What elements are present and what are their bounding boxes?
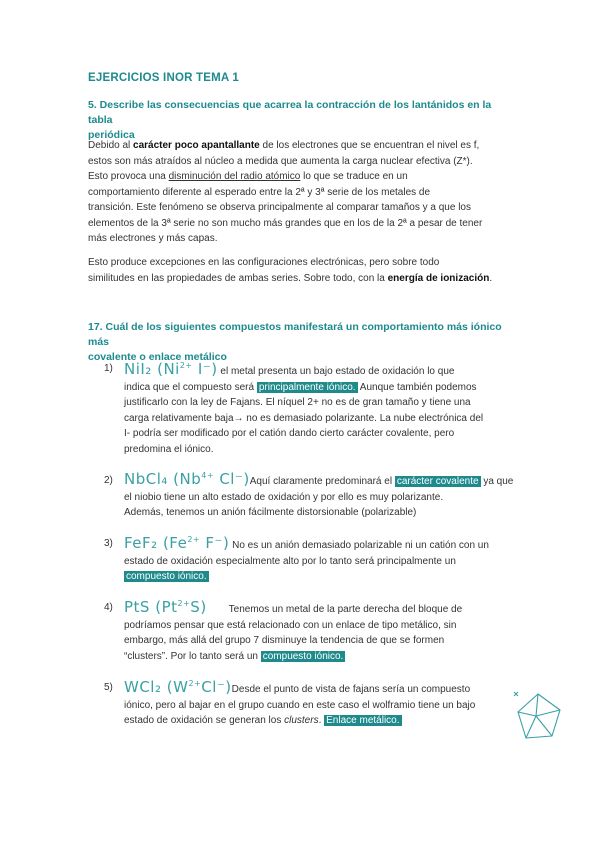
question-5-paragraph-1 [88, 138, 520, 247]
crystal-doodle-icon [512, 688, 566, 744]
text: Desde el punto de vista de fajans sería un compuesto [231, 684, 471, 695]
item-number: 3) [104, 538, 113, 549]
highlighted-answer: compuesto iónico. [262, 650, 344, 662]
question-17-heading-line2: covalente o enlace metálico [88, 351, 227, 363]
bold-term: energía de ionización [387, 272, 490, 284]
text: Esto provoca una [88, 171, 169, 182]
handwritten-formula: WCl₂ $(W^{2+}Cl^-)$ [124, 678, 232, 696]
text: estado de oxidación se generan los [124, 715, 285, 726]
question-5-paragraph-2 [88, 255, 520, 286]
item-number: 2) [104, 475, 113, 486]
text: Tenemos un metal de la parte derecha del bloque de [228, 604, 463, 615]
question-17-heading-line1: 17. Cuál de los siguientes compuestos manifestará un comportamiento más iónico más [88, 321, 502, 348]
list-item [88, 676, 520, 729]
text-line: estado de oxidación especialmente alto por lo tanto será principalmente un [124, 555, 456, 567]
item-number: 1) [104, 363, 113, 374]
text-line: predomina el iónico. [124, 443, 214, 455]
text-line: más electrones y más capas. [88, 233, 218, 244]
text-line: podríamos pensar que está relacionado con un enlace de tipo metálico, sin [124, 619, 457, 631]
item-number: 5) [104, 682, 113, 693]
text-line: Esto produce excepciones en las configuraciones electrónicas, pero sobre todo [88, 257, 440, 268]
text: Debido al [88, 140, 134, 151]
text: No es un anión demasiado polarizable ni un catión con un [229, 540, 489, 551]
text: ya que [480, 476, 514, 487]
text-line: Además, tenemos un anión fácilmente distorsionable (polarizable) [124, 507, 417, 518]
text-line: carga relativamente baja→ no es demasiado polarizante. La nube electrónica del [124, 412, 484, 424]
list-item [88, 532, 520, 585]
text: de los electrones que se encuentran el nivel es f, [259, 140, 480, 151]
text: Aquí claramente predominará el [249, 476, 395, 487]
text-line: iónico, pero al bajar en el grupo cuando en este caso el wolframio tiene un bajo [124, 699, 476, 711]
underlined-term: disminución del radio atómico [168, 171, 301, 182]
text-line: justificarlo con la ley de Fajans. El níquel 2+ no es de gran tamaño y tiene una [124, 397, 471, 408]
text: similitudes en las propiedades de ambas series. Sobre todo, con la [88, 272, 388, 284]
text: . [318, 715, 325, 726]
text-line: el niobio tiene un alto estado de oxidación y por ello es muy polarizante. [124, 491, 444, 503]
text: . [489, 272, 493, 284]
text: lo que se traduce en un [300, 171, 408, 182]
text-line: elementos de la 3ª serie no son mucho más grandes que en los de la 2ª a pesar de tener [88, 217, 483, 229]
handwritten-formula: NbCl₄ ($Nb^{4+}$ Cl⁻) [124, 470, 250, 488]
text-line: estos son más atraídos al núcleo a medida que aumenta la carga nuclear efectiva (Z*). [88, 155, 473, 167]
text: “clusters”. Por lo tanto será un [124, 650, 261, 662]
highlighted-answer: Enlace metálico. [326, 715, 400, 726]
handwritten-formula: NiI₂ ($Ni^{2+}$ I⁻) [124, 360, 218, 378]
list-item [88, 468, 520, 521]
text-line: transición. Este fenómeno se observa principalmente al comparar tamaños y a que los [88, 202, 471, 213]
bold-term: carácter poco apantallante [133, 140, 260, 151]
text: el metal presenta un bajo estado de oxidación lo que [220, 366, 455, 377]
question-5-heading-line2: periódica [88, 129, 135, 141]
page-title: EJERCICIOS INOR TEMA 1 [88, 72, 239, 84]
text: indica que el compuesto será [124, 381, 257, 393]
item-number: 4) [104, 602, 113, 613]
text: Aunque también podemos [357, 381, 477, 393]
list-item [88, 358, 520, 457]
italic-term: clusters [284, 715, 319, 726]
highlighted-answer: principalmente iónico. [258, 381, 356, 393]
handwritten-formula: PtS $(Pt^{2+}S)$ [124, 598, 207, 616]
question-5-heading [88, 98, 508, 143]
list-item [88, 596, 520, 664]
text-line: comportamiento diferente al esperado entre la 2ª y 3ª serie de los metales de [88, 186, 431, 198]
highlighted-answer: compuesto iónico. [126, 571, 207, 582]
text-line: embargo, más allá del grupo 7 disminuye la tendencia de que se formen [124, 635, 445, 646]
handwritten-formula: FeF₂ ($Fe^{2+}$ F⁻) [124, 534, 230, 552]
question-5-heading-line1: 5. Describe las consecuencias que acarrea la contracción de los lantánidos en la tabla [88, 99, 492, 126]
highlighted-answer: carácter covalente [396, 476, 479, 487]
text-line: I- podría ser modificado por el catión dando cierto carácter covalente, pero [124, 428, 455, 439]
